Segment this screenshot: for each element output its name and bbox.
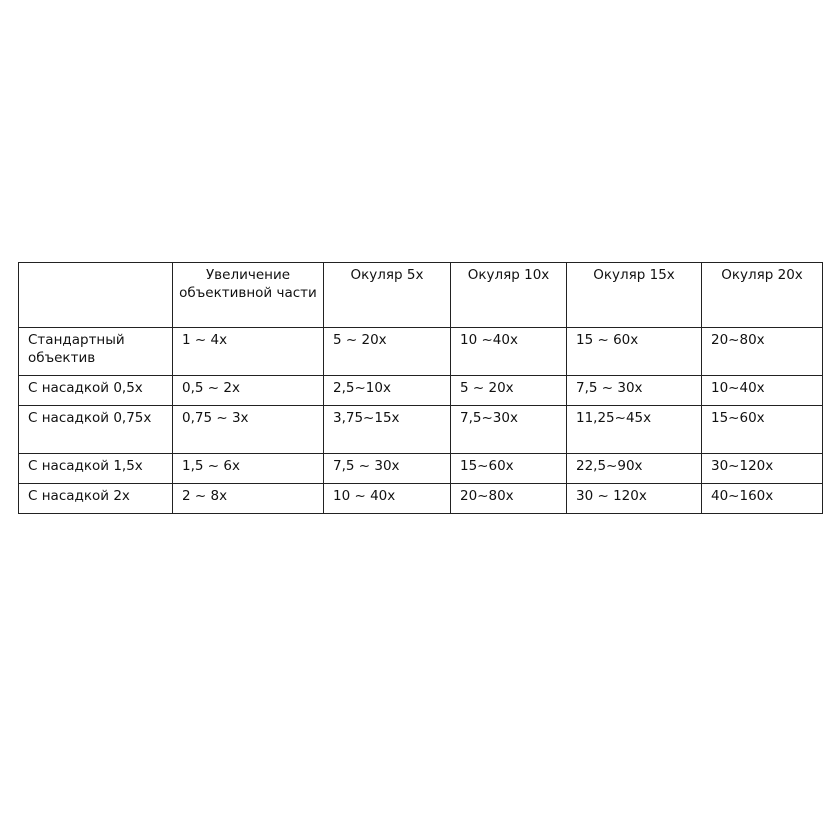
- row-label-cell: Стандартный объектив: [19, 328, 173, 376]
- table-cell: 22,5~90х: [567, 454, 702, 484]
- table-row: [19, 484, 823, 514]
- table-row: [19, 406, 823, 454]
- table-cell: 7,5 ~ 30х: [324, 454, 451, 484]
- row-label-cell: С насадкой 1,5х: [19, 454, 173, 484]
- table-cell: 40~160х: [702, 484, 823, 514]
- table-cell: 3,75~15х: [324, 406, 451, 454]
- table-cell: 15~60х: [451, 454, 567, 484]
- row-label-cell: С насадкой 0,75х: [19, 406, 173, 454]
- table-cell: 20~80х: [451, 484, 567, 514]
- table-cell: 1 ~ 4х: [173, 328, 324, 376]
- table-cell: 2 ~ 8х: [173, 484, 324, 514]
- table-cell: 5 ~ 20х: [324, 328, 451, 376]
- table-cell: 10 ~ 40х: [324, 484, 451, 514]
- header-cell-eyepiece-15x: Окуляр 15х: [567, 263, 702, 328]
- table-row: [19, 454, 823, 484]
- table-cell: 2,5~10х: [324, 376, 451, 406]
- row-label-cell: С насадкой 0,5х: [19, 376, 173, 406]
- table-cell: 5 ~ 20х: [451, 376, 567, 406]
- row-label-cell: С насадкой 2х: [19, 484, 173, 514]
- table-cell: 10 ~40х: [451, 328, 567, 376]
- table-cell: 7,5 ~ 30х: [567, 376, 702, 406]
- table-cell: 0,5 ~ 2х: [173, 376, 324, 406]
- table-cell: 11,25~45х: [567, 406, 702, 454]
- table-cell: 30 ~ 120х: [567, 484, 702, 514]
- table-cell: 10~40х: [702, 376, 823, 406]
- header-cell-eyepiece-5x: Окуляр 5х: [324, 263, 451, 328]
- table-cell: 0,75 ~ 3х: [173, 406, 324, 454]
- header-cell-eyepiece-20x: Окуляр 20х: [702, 263, 823, 328]
- table-cell: 20~80х: [702, 328, 823, 376]
- table-cell: 15 ~ 60х: [567, 328, 702, 376]
- table-cell: 1,5 ~ 6х: [173, 454, 324, 484]
- header-cell-eyepiece-10x: Окуляр 10х: [451, 263, 567, 328]
- header-cell-empty: [19, 263, 173, 328]
- table-row: [19, 376, 823, 406]
- table-cell: 30~120х: [702, 454, 823, 484]
- magnification-table: [18, 262, 823, 514]
- table-row: [19, 328, 823, 376]
- table-header-row: [19, 263, 823, 328]
- header-cell-objective-magnification: Увеличение объективной части: [173, 263, 324, 328]
- table-cell: 7,5~30х: [451, 406, 567, 454]
- table-cell: 15~60х: [702, 406, 823, 454]
